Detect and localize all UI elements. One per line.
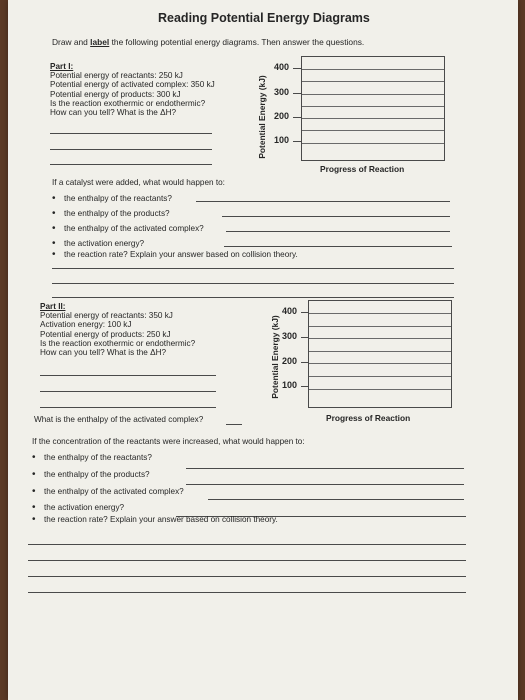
tick-mark <box>293 117 301 118</box>
answer-line[interactable] <box>222 216 450 217</box>
part2-line: Activation energy: 100 kJ <box>40 320 132 330</box>
part2-y-tick: 400 <box>282 306 298 316</box>
grid-line <box>302 69 444 70</box>
complex-question: What is the enthalpy of the activated complex? <box>34 415 204 424</box>
catalyst-bullet: • the enthalpy of the activated complex? <box>52 223 204 234</box>
grid-line <box>309 338 451 339</box>
catalyst-bullet: • the reaction rate? Explain your answer based on collision theory. <box>52 249 298 260</box>
grid-line <box>302 143 444 144</box>
grid-line <box>302 94 444 95</box>
tick-mark <box>293 68 301 69</box>
catalyst-bullet: • the enthalpy of the products? <box>52 208 170 219</box>
part2-graph-area[interactable] <box>308 300 452 408</box>
instructions-emph: label <box>90 37 110 47</box>
part1-line: Potential energy of products: 300 kJ <box>50 89 181 99</box>
answer-line[interactable] <box>226 424 242 425</box>
answer-line[interactable] <box>50 149 212 150</box>
answer-line[interactable] <box>186 484 464 485</box>
part1-y-tick: 300 <box>274 87 290 97</box>
part2-y-tick: 100 <box>282 380 298 390</box>
concentration-bullet: • the enthalpy of the reactants? <box>32 452 152 463</box>
answer-line[interactable] <box>52 283 454 284</box>
part1-y-tick: 400 <box>274 62 290 72</box>
part2-line: How can you tell? What is the ΔH? <box>40 348 167 358</box>
concentration-bullet: • the activation energy? <box>32 502 125 513</box>
grid-line <box>309 326 451 327</box>
answer-line[interactable] <box>28 576 466 577</box>
part1-y-tick: 100 <box>274 135 290 145</box>
part1-line: Potential energy of reactants: 250 kJ <box>50 71 183 81</box>
tick-mark <box>293 141 301 142</box>
concentration-prompt: If the concentration of the reactants were increased, what would happen to: <box>32 437 305 446</box>
part1-line: Potential energy of activated complex: 350 kJ <box>50 80 215 90</box>
part2-info <box>40 302 195 357</box>
answer-line[interactable] <box>50 133 212 134</box>
part1-y-axis-label: Potential Energy (kJ) <box>257 75 267 159</box>
grid-line <box>309 313 451 314</box>
part1-line: Is the reaction exothermic or endothermic? <box>50 98 206 108</box>
answer-line[interactable] <box>208 499 464 500</box>
answer-line[interactable] <box>186 468 464 469</box>
grid-line <box>302 130 444 131</box>
catalyst-bullet: • the enthalpy of the reactants? <box>52 193 172 204</box>
concentration-bullet: • the reaction rate? Explain your answer based on collision theory. <box>32 514 278 525</box>
part2-x-axis-label: Progress of Reaction <box>326 413 411 423</box>
worksheet-page <box>8 0 518 700</box>
grid-line <box>302 118 444 119</box>
answer-line[interactable] <box>40 391 216 392</box>
answer-line[interactable] <box>40 407 216 408</box>
page-title: Reading Potential Energy Diagrams <box>158 11 370 25</box>
part2-line: Potential energy of reactants: 350 kJ <box>40 311 173 321</box>
part2-line: Potential energy of products: 250 kJ <box>40 329 171 339</box>
answer-line[interactable] <box>196 201 450 202</box>
catalyst-bullet: • the activation energy? <box>52 238 145 249</box>
answer-line[interactable] <box>52 297 454 298</box>
instructions-post: the following potential energy diagrams. Then answer the questions. <box>109 37 365 47</box>
grid-line <box>302 81 444 82</box>
part1-info <box>50 62 215 117</box>
concentration-bullet: • the enthalpy of the activated complex? <box>32 486 184 497</box>
part2-heading: Part II: <box>40 302 66 311</box>
answer-line[interactable] <box>28 544 466 545</box>
part2-y-tick: 200 <box>282 356 298 366</box>
part1-line: How can you tell? What is the ΔH? <box>50 108 177 118</box>
grid-line <box>309 351 451 352</box>
part1-y-tick: 200 <box>274 111 290 121</box>
answer-line[interactable] <box>226 231 450 232</box>
grid-line <box>309 363 451 364</box>
answer-line[interactable] <box>28 592 466 593</box>
instructions <box>52 38 364 47</box>
answer-line[interactable] <box>28 560 466 561</box>
answer-line[interactable] <box>40 375 216 376</box>
grid-line <box>302 106 444 107</box>
part2-line: Is the reaction exothermic or endothermic? <box>40 338 196 348</box>
answer-line[interactable] <box>224 246 452 247</box>
tick-mark <box>293 93 301 94</box>
part2-y-tick: 300 <box>282 331 298 341</box>
catalyst-prompt: If a catalyst were added, what would happen to: <box>52 178 225 187</box>
part1-x-axis-label: Progress of Reaction <box>320 164 405 174</box>
concentration-bullet: • the enthalpy of the products? <box>32 469 150 480</box>
instructions-pre: Draw and <box>52 37 91 47</box>
grid-line <box>309 376 451 377</box>
part1-heading: Part I: <box>50 62 74 71</box>
part1-graph-area[interactable] <box>301 56 445 161</box>
part2-y-axis-label: Potential Energy (kJ) <box>270 315 280 399</box>
grid-line <box>309 389 451 390</box>
answer-line[interactable] <box>50 164 212 165</box>
answer-line[interactable] <box>52 268 454 269</box>
